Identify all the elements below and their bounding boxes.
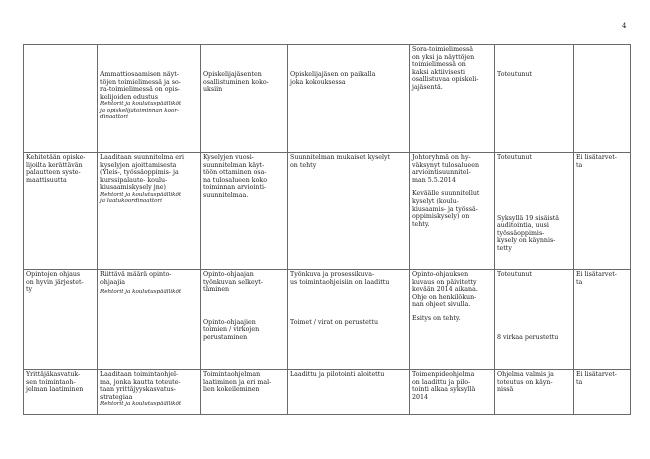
cell-measure: Toimintaohjelman laatiminen ja eri mal- lien kokeileminen — [201, 370, 288, 415]
cell-result: Ohjelma valmis ja toteutus on käyn- nissä — [495, 370, 574, 415]
cell-goal: Yrittäjäkasvatuk- sen toimintaoh- jelman laatiminen — [24, 370, 98, 415]
cell-status: Johtoryhmä on hy- väksynyt tulosalueen arviointisuunnitel- man 5.5.2014 Keväälle suunnitellut kyselyt (koulu- kiusaamis- ja työssä- oppimiskysely) on tehty. — [410, 153, 495, 270]
cell-need: Ei lisätarvet- ta — [574, 370, 631, 415]
cell-goal: Kehitetään opiske- lijoilta kerättävän palautteen syste- maattisuutta — [24, 153, 98, 270]
responsible-note: Rehtorit ja koulutuspäälliköt — [100, 289, 182, 296]
cell-goal: Opintojen ohjaus on hyvin järjestet- ty — [24, 270, 98, 370]
cell-status: Toimenpideohjelma on laadittu ja pilo- tointi alkaa syksyllä 2014 — [410, 370, 495, 415]
table-row — [24, 153, 631, 270]
cell-measure: Opiskelijajäsenten osallistuminen koko- uksiin — [201, 45, 288, 153]
cell-status: Sora-toimielimessä on yksi ja näyttöjen toimielimessä on kaksi aktiivisesti osallistuvaa opiskeli- jajäsentä. — [410, 45, 495, 153]
table-row — [24, 45, 631, 153]
cell-action: Laaditaan suunnitelma eri kyselyjen ajoittamisesta (Yleis-, työssäoppimis- ja kurssipalaute- koulu- kiusaamiskysely jne) Rehtorit ja koulutuspäälliköt ja laatukoordinaattori — [98, 153, 201, 270]
cell-result: Toteutunut 8 virkaa perustettu — [495, 270, 574, 370]
cell-action: Ammattiosaamisen näyt- töjen toimielimessä ja so- ra-toimielimessä on opis- kelijoiden edustus Rehtorit ja koulutuspäälliköt ja opiskelijatoiminnan koor- dinaattori — [98, 45, 201, 153]
cell-status: Opinto-ohjauksen kuvaus on päivitetty kevään 2014 aikana. Ohje on henkilökun- nan ohjeet sivulla. Esitys on tehty. — [410, 270, 495, 370]
responsible-note: Rehtorit ja koulutuspäälliköt ja laatukoordinaattori — [100, 191, 182, 205]
cell-measure: Kyselyjen vuosi- suunnitelman käyt- töön ottaminen osa- na tulosalueen koko toiminnan arviointi- suunnitelmaa. — [201, 153, 288, 270]
cell-measure: Opinto-ohjaajan työnkuvan selkeyt- täminen Opinto-ohjaajien toimien / virkojen perustaminen — [201, 270, 288, 370]
cell-need: Ei lisätarvet- ta — [574, 270, 631, 370]
cell-goal — [24, 45, 98, 153]
action-plan-table — [23, 44, 631, 415]
responsible-note: Rehtorit ja koulutuspäälliköt — [100, 401, 182, 408]
cell-action: Laaditaan toimintaohjel- ma, jonka kautta toteute- taan yrittäjyyskasvatus- strategiaa Rehtorit ja koulutuspäälliköt — [98, 370, 201, 415]
table-row — [24, 270, 631, 370]
cell-need: Ei lisätarvet- ta — [574, 153, 631, 270]
cell-indicator: Laadittu ja pilotointi aloitettu — [288, 370, 410, 415]
cell-result: Toteutunut Syksyllä 19 sisäistä auditointia, uusi työssäoppimis- kysely on käynnis- tetty — [495, 153, 574, 270]
table-row — [24, 370, 631, 415]
responsible-note: Rehtorit ja koulutuspäälliköt ja opiskelijatoiminnan koor- dinaattori — [100, 101, 182, 121]
cell-indicator: Suunnitelman mukaiset kyselyt on tehty — [288, 153, 410, 270]
cell-need — [574, 45, 631, 153]
cell-result: Toteutunut — [495, 45, 574, 153]
page-number: 4 — [622, 22, 627, 30]
cell-indicator: Työnkuva ja prosessikuva- us toimintaohjeisiin on laadittu Toimet / virat on perustettu — [288, 270, 410, 370]
cell-indicator: Opiskelijajäsen on paikalla joka kokouksessa — [288, 45, 410, 153]
cell-action: Riittävä määrä opinto- ohjaajia Rehtorit ja koulutuspäälliköt — [98, 270, 201, 370]
